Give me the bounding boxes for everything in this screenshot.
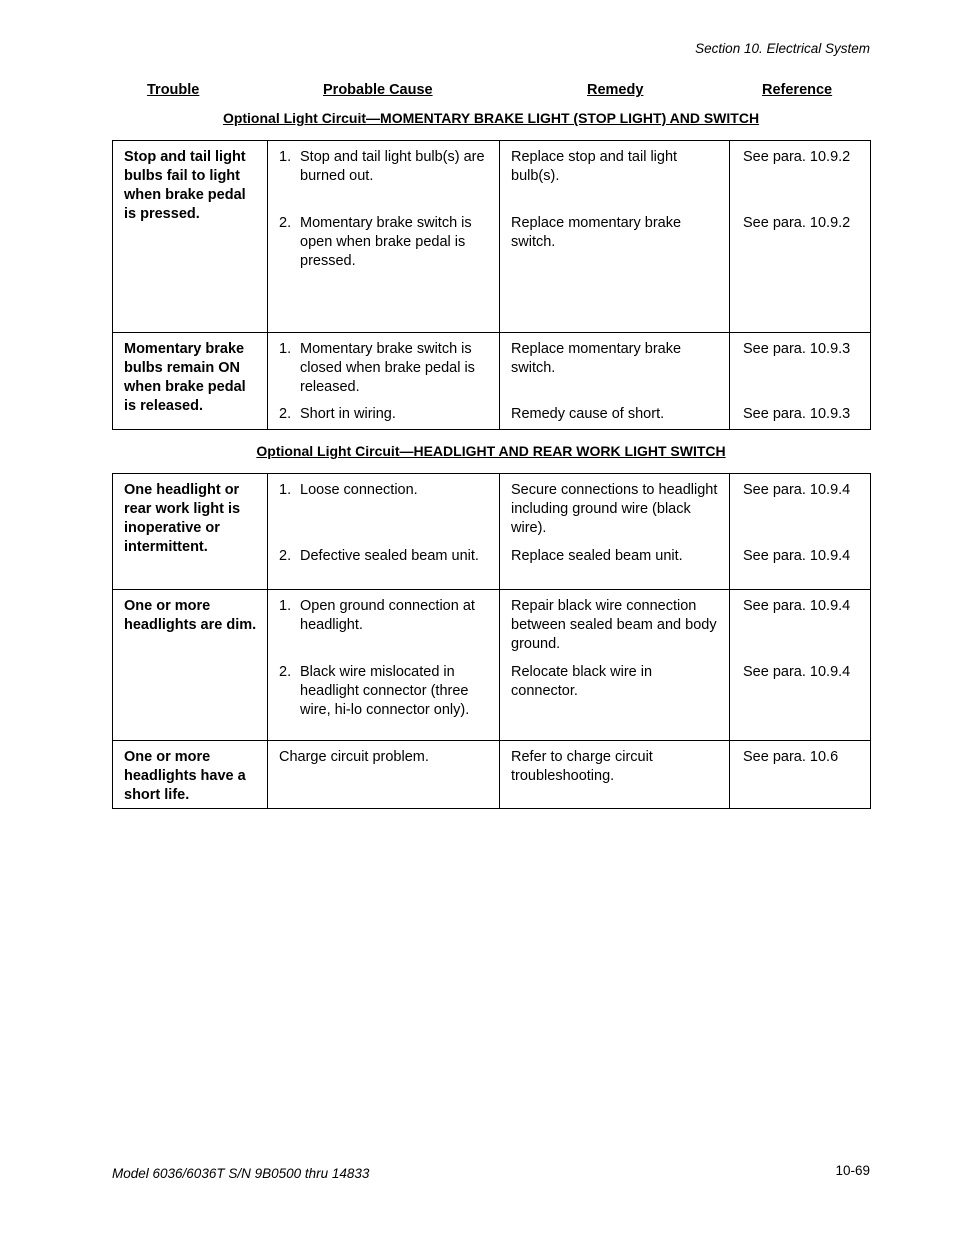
cause-text: Stop and tail light bulb(s) are burned out. — [300, 149, 485, 184]
column-header-reference: Reference — [762, 82, 833, 98]
item-number: 1. — [279, 149, 292, 165]
remedy-text: Relocate black wire in connector. — [511, 664, 653, 699]
cause-text: Open ground connection at headlight. — [300, 598, 475, 633]
trouble-cell: Stop and tail light bulbs fail to light when brake pedal is pressed. — [124, 149, 246, 222]
remedy-cell — [500, 474, 729, 566]
reference-text: See para. 10.9.4 — [743, 548, 851, 564]
trouble-cell: One or more headlights are dim. — [124, 598, 257, 633]
remedy-cell: Refer to charge circuit troubleshooting. — [511, 749, 653, 784]
reference-cell — [730, 141, 870, 233]
section-header: Section 10. Electrical System — [695, 41, 870, 56]
remedy-text: Replace sealed beam unit. — [511, 548, 683, 564]
remedy-cell — [500, 333, 729, 424]
reference-text: See para. 10.9.4 — [743, 664, 851, 680]
remedy-text: Replace momentary brake switch. — [511, 215, 682, 250]
reference-text: See para. 10.9.2 — [743, 149, 851, 165]
trouble-cell: Momentary brake bulbs remain ON when brake pedal is released. — [124, 341, 246, 414]
cause-cell — [268, 141, 499, 271]
table-title-brake-light: Optional Light Circuit—MOMENTARY BRAKE LIGHT (STOP LIGHT) AND SWITCH — [222, 110, 760, 126]
trouble-cell: One or more headlights have a short life. — [124, 749, 246, 803]
cause-item — [279, 547, 489, 566]
cause-cell: Charge circuit problem. — [279, 749, 429, 765]
remedy-text: Remedy cause of short. — [511, 406, 665, 422]
cause-cell — [268, 333, 499, 424]
column-header-trouble: Trouble — [147, 82, 200, 98]
item-number: 2. — [279, 215, 292, 231]
column-header-cause: Probable Cause — [323, 82, 433, 98]
cause-text: Momentary brake switch is open when brake pedal is pressed. — [300, 215, 472, 269]
table-row — [113, 141, 871, 333]
item-number: 1. — [279, 341, 292, 357]
trouble-cell: One headlight or rear work light is inoperative or intermittent. — [124, 482, 241, 555]
cause-cell — [268, 474, 499, 566]
reference-text: See para. 10.9.2 — [743, 215, 851, 231]
cause-text: Short in wiring. — [300, 406, 396, 422]
remedy-text: Secure connections to headlight including ground wire (black wire). — [511, 482, 718, 536]
cause-text: Momentary brake switch is closed when brake pedal is released. — [300, 341, 475, 395]
reference-cell — [730, 590, 870, 682]
cause-item — [279, 597, 489, 663]
item-number: 2. — [279, 548, 292, 564]
item-number: 1. — [279, 482, 292, 498]
item-number: 1. — [279, 598, 292, 614]
item-number: 2. — [279, 406, 292, 422]
troubleshooting-table-brake-light — [112, 140, 871, 430]
table-row — [113, 474, 871, 590]
cause-item — [279, 214, 489, 271]
page-number: 10-69 — [835, 1163, 870, 1178]
cause-cell — [268, 590, 499, 720]
table-row — [113, 333, 871, 430]
troubleshooting-table-headlight — [112, 473, 871, 809]
reference-text: See para. 10.9.4 — [743, 482, 851, 498]
reference-text: See para. 10.9.3 — [743, 341, 851, 357]
footer-model: Model 6036/6036T S/N 9B0500 thru 14833 — [112, 1166, 370, 1181]
column-header-remedy: Remedy — [587, 82, 644, 98]
cause-text: Defective sealed beam unit. — [300, 548, 479, 564]
remedy-cell — [500, 590, 729, 701]
cause-item — [279, 405, 489, 424]
cause-item — [279, 148, 489, 214]
column-headers — [0, 81, 954, 101]
reference-text: See para. 10.9.3 — [743, 406, 851, 422]
remedy-text: Repair black wire connection between sealed beam and body ground. — [511, 598, 717, 652]
reference-text: See para. 10.9.4 — [743, 598, 851, 614]
cause-item — [279, 481, 489, 547]
remedy-cell — [500, 141, 729, 252]
reference-cell — [730, 333, 870, 424]
cause-item — [279, 663, 489, 720]
item-number: 2. — [279, 664, 292, 680]
table-row — [113, 590, 871, 741]
cause-text: Loose connection. — [300, 482, 418, 498]
cause-item — [279, 340, 489, 405]
reference-cell — [730, 474, 870, 566]
table-row — [113, 741, 871, 809]
remedy-text: Replace momentary brake switch. — [511, 341, 682, 376]
table-title-headlight: Optional Light Circuit—HEADLIGHT AND REAR WORK LIGHT SWITCH — [256, 443, 726, 459]
remedy-text: Replace stop and tail light bulb(s). — [511, 149, 678, 184]
cause-text: Black wire mislocated in headlight connector (three wire, hi-lo connector only). — [300, 664, 470, 718]
reference-cell: See para. 10.6 — [743, 749, 839, 765]
